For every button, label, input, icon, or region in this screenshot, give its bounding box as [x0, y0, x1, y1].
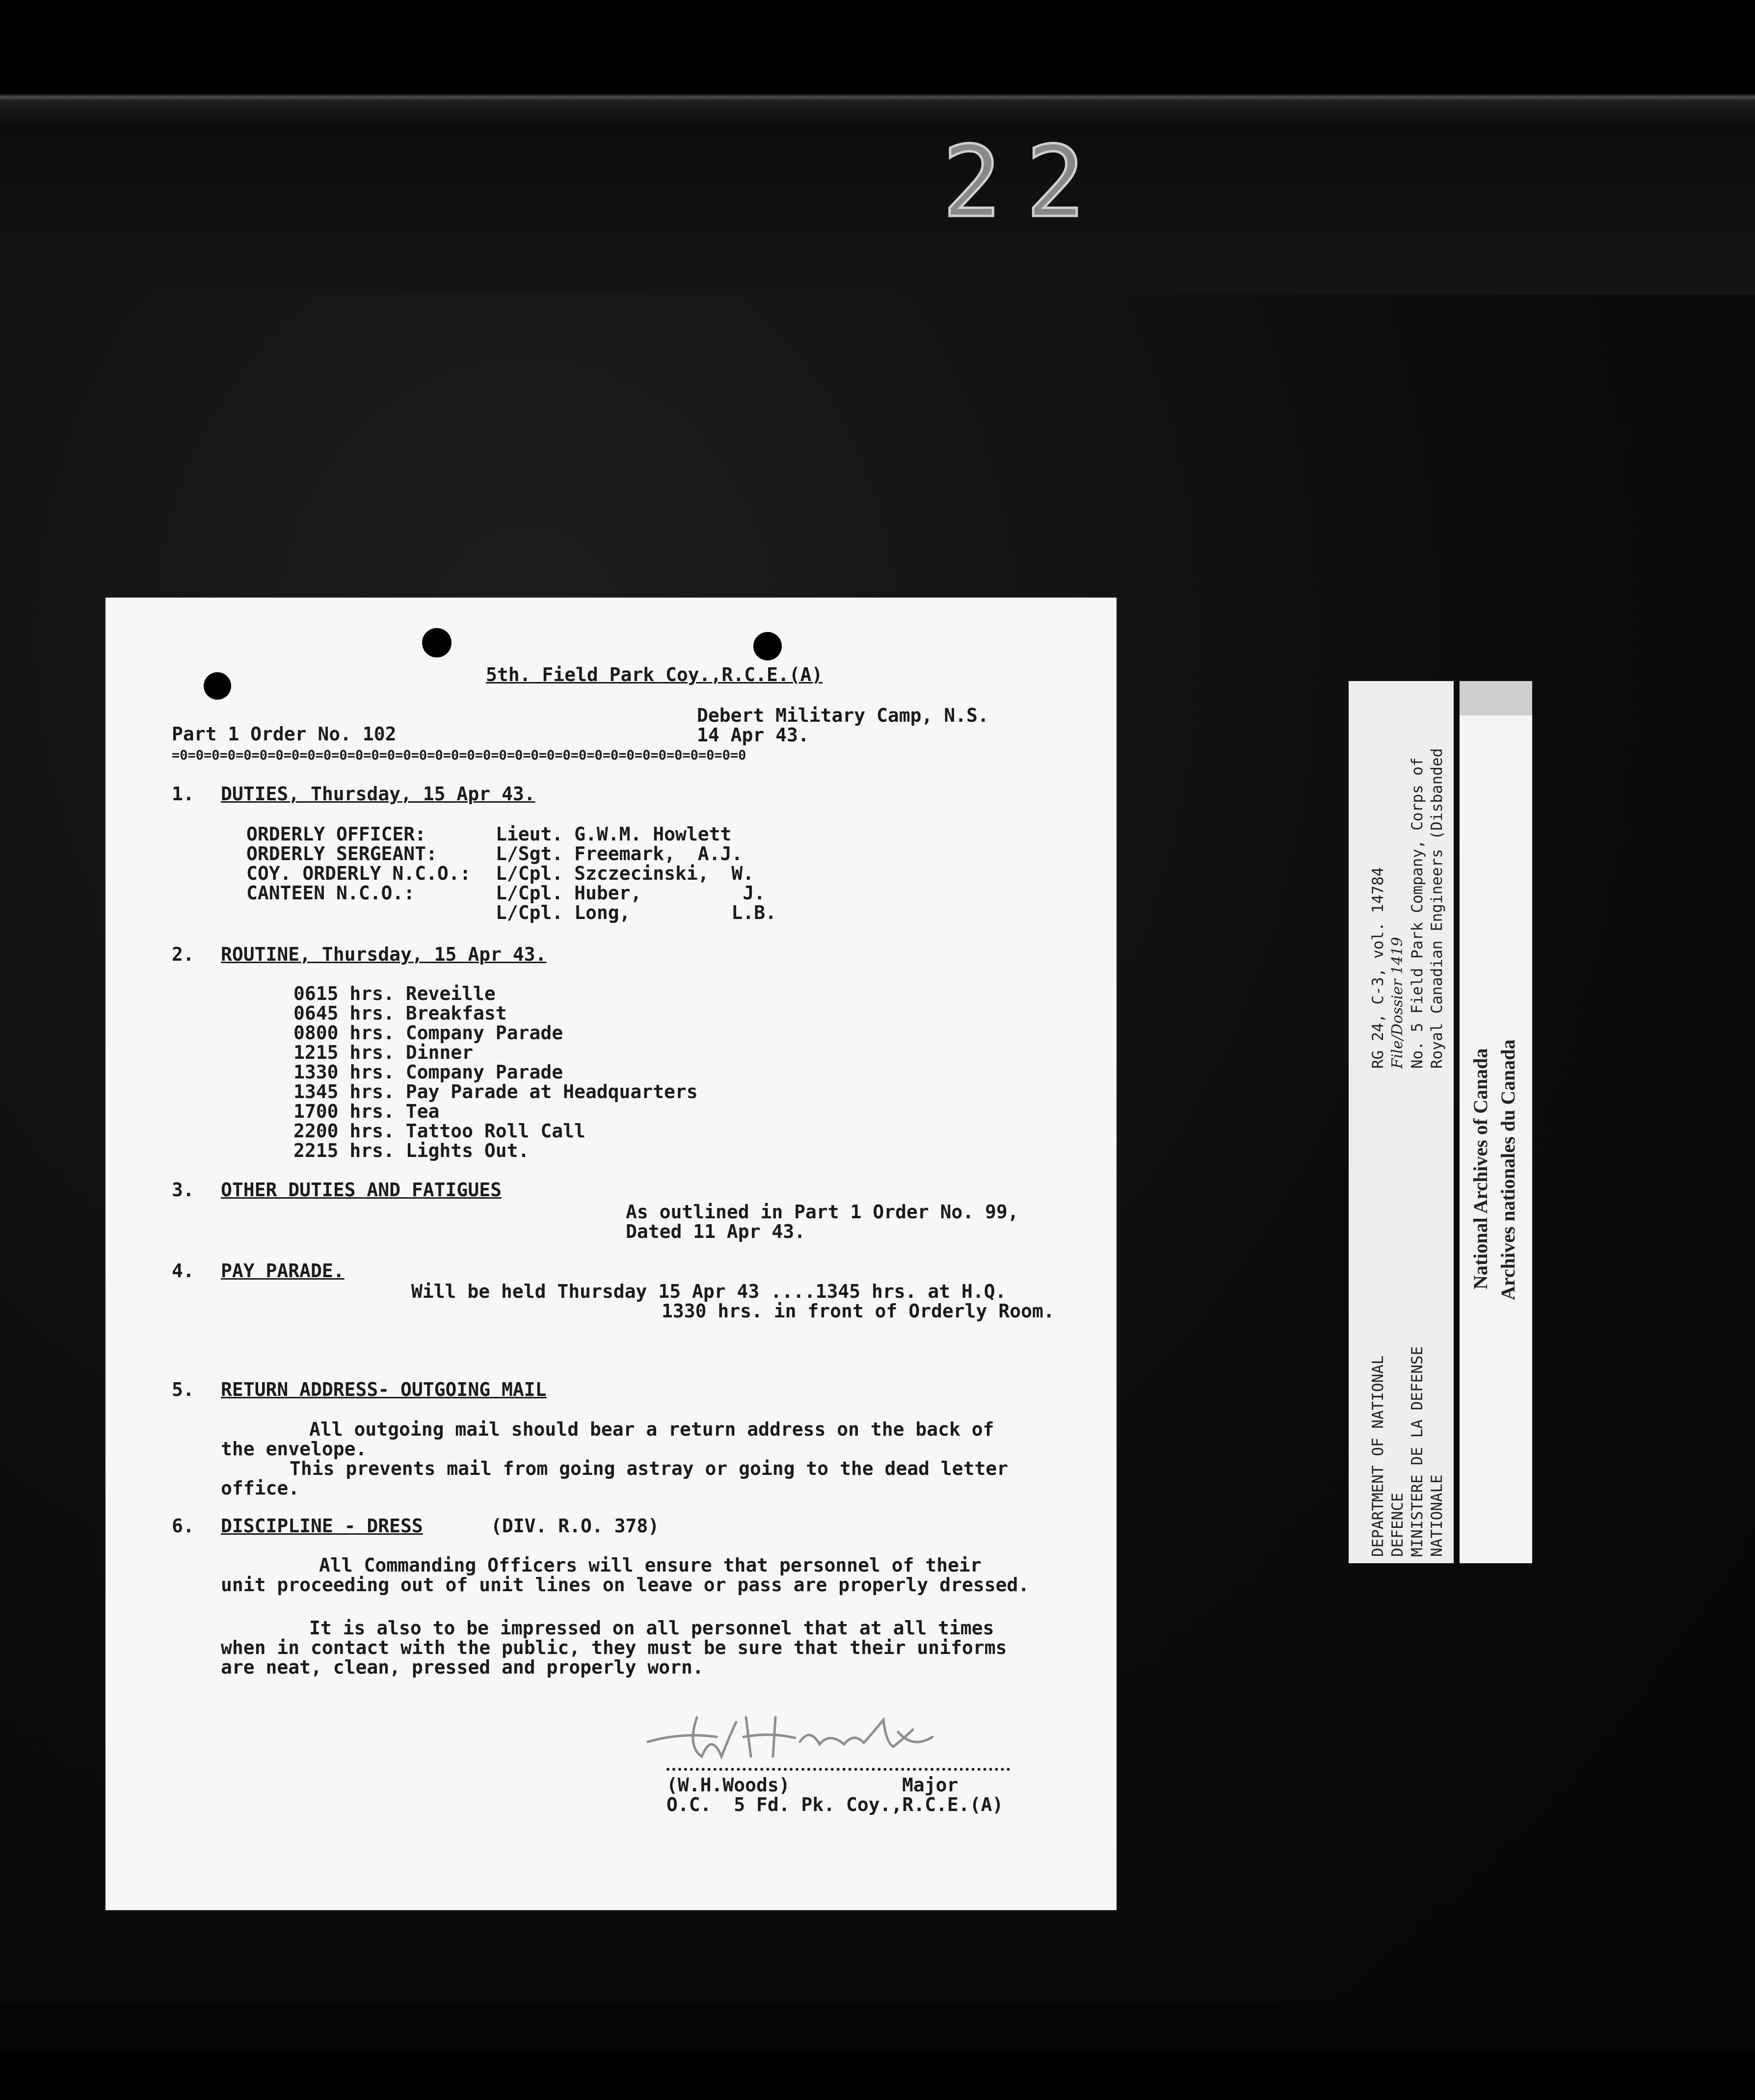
section-number: 2.	[172, 944, 194, 965]
section-text: are neat, clean, pressed and properly worn.	[221, 1656, 704, 1678]
film-strip-top	[0, 0, 1755, 294]
routine-entry: 1700 hrs. Tea	[293, 1101, 440, 1122]
archive-label	[1349, 681, 1534, 1563]
routine-entry: 0615 hrs. Reveille	[293, 983, 496, 1004]
department-line: DEFENCE	[1389, 1493, 1407, 1557]
signature-line	[666, 1768, 1010, 1771]
section-number: 5.	[172, 1379, 194, 1400]
routine-entry: 0800 hrs. Company Parade	[293, 1022, 563, 1044]
signatory-rank: Major	[902, 1774, 958, 1796]
department-line: MINISTERE DE LA DEFENSE	[1409, 1346, 1426, 1557]
separator-line: =0=0=0=0=0=0=0=0=0=0=0=0=0=0=0=0=0=0=0=0=0=0=0=0=0=0=0=0=0=0=0=0=0=0=0=0	[172, 748, 746, 763]
section-text: As outlined in Part 1 Order No. 99,	[626, 1201, 1019, 1223]
routine-entry: 1330 hrs. Company Parade	[293, 1061, 563, 1083]
duty-role: COY. ORDERLY N.C.O.:	[246, 863, 471, 884]
routine-entry: 0645 hrs. Breakfast	[293, 1002, 507, 1024]
section-heading: ROUTINE, Thursday, 15 Apr 43.	[221, 944, 547, 965]
section-heading: OTHER DUTIES AND FATIGUES	[221, 1179, 502, 1201]
routine-entry: 2200 hrs. Tattoo Roll Call	[293, 1120, 585, 1142]
signatory-appointment: O.C. 5 Fd. Pk. Coy.,R.C.E.(A)	[666, 1794, 1004, 1815]
section-text: This prevents mail from going astray or going to the dead letter	[290, 1458, 1009, 1479]
section-number: 1.	[172, 783, 194, 805]
duty-name: L/Cpl. Szczecinski, W.	[496, 863, 754, 884]
section-text: Dated 11 Apr 43.	[626, 1221, 806, 1242]
date: 14 Apr 43.	[697, 724, 809, 746]
duty-name: Lieut. G.W.M. Howlett	[496, 823, 732, 845]
section-heading: DISCIPLINE - DRESS	[221, 1515, 423, 1537]
section-heading: RETURN ADDRESS- OUTGOING MAIL	[221, 1379, 547, 1400]
duty-role: CANTEEN N.C.O.:	[246, 882, 415, 904]
file-title: Royal Canadian Engineers (Disbanded	[1428, 748, 1446, 1069]
department-line: NATIONALE	[1428, 1474, 1446, 1557]
order-number: Part 1 Order No. 102	[172, 723, 397, 745]
department-line: DEPARTMENT OF NATIONAL	[1369, 1355, 1387, 1557]
section-text: office.	[221, 1477, 300, 1499]
section-text: unit proceeding out of unit lines on leave or pass are properly dressed.	[221, 1574, 1030, 1596]
section-heading: DUTIES, Thursday, 15 Apr 43.	[221, 783, 535, 805]
duty-name: L/Cpl. Huber, J.	[496, 882, 766, 904]
section-text: All outgoing mail should bear a return address on the back of	[309, 1418, 994, 1440]
section-text: All Commanding Officers will ensure that personnel of their	[319, 1554, 982, 1576]
frame-number: 22	[942, 125, 1110, 239]
routine-entry: 1345 hrs. Pay Parade at Headquarters	[293, 1081, 698, 1102]
place: Debert Military Camp, N.S.	[697, 705, 989, 726]
section-text: It is also to be impressed on all personnel that at all times	[309, 1617, 994, 1639]
fonds-reference: RG 24, C-3, vol. 14784	[1369, 867, 1387, 1069]
file-title: No. 5 Field Park Company, Corps of	[1409, 757, 1426, 1069]
routine-entry: 1215 hrs. Dinner	[293, 1042, 474, 1063]
section-number: 4.	[172, 1260, 194, 1282]
duty-name: L/Cpl. Long, L.B.	[496, 902, 776, 923]
section-number: 6.	[172, 1515, 194, 1537]
routine-entry: 2215 hrs. Lights Out.	[293, 1140, 530, 1161]
section-heading: PAY PARADE.	[221, 1260, 345, 1282]
section-text: the envelope.	[221, 1438, 367, 1460]
section-number: 3.	[172, 1179, 194, 1201]
duty-name: L/Sgt. Freemark, A.J.	[496, 843, 743, 865]
archive-label-tab	[1460, 681, 1532, 715]
film-strip-bottom	[0, 2051, 1755, 2100]
file-dossier: File/Dossier 1419	[1389, 937, 1406, 1069]
signatory-name: (W.H.Woods)	[666, 1774, 790, 1796]
punch-hole-icon	[204, 672, 231, 700]
unit-header: 5th. Field Park Coy.,R.C.E.(A)	[486, 664, 823, 685]
punch-hole-icon	[753, 632, 782, 660]
handwritten-signature	[638, 1703, 957, 1766]
section-text: when in contact with the public, they must be sure that their uniforms	[221, 1637, 1007, 1658]
institution-name-en: National Archives of Canada	[1469, 1048, 1491, 1289]
duty-role: ORDERLY SERGEANT:	[246, 843, 437, 865]
institution-name-fr: Archives nationales du Canada	[1497, 1039, 1519, 1300]
duty-role: ORDERLY OFFICER:	[246, 823, 426, 845]
section-text: 1330 hrs. in front of Orderly Room.	[662, 1300, 1055, 1322]
section-text: Will be held Thursday 15 Apr 43 ....1345 hrs. at H.Q.	[411, 1281, 1007, 1302]
punch-hole-icon	[422, 628, 452, 657]
section-reference: (DIV. R.O. 378)	[491, 1515, 660, 1537]
